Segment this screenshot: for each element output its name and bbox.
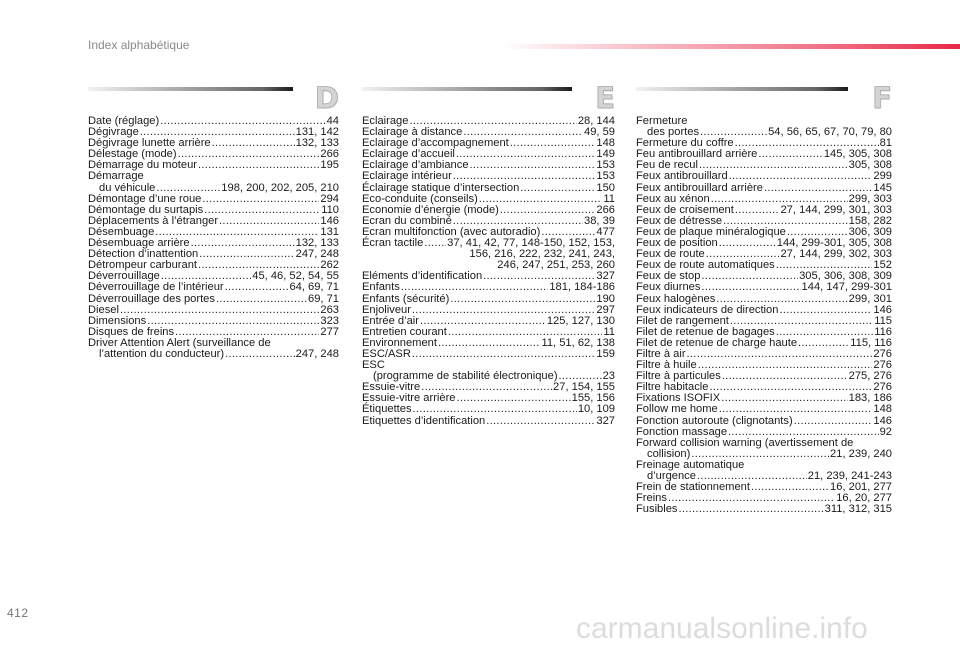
dot-leader bbox=[198, 160, 319, 171]
index-entry-label: Economie d’énergie (mode) bbox=[362, 203, 499, 216]
index-entry-label: Fusibles bbox=[636, 503, 678, 516]
index-entry-pages: 145 bbox=[873, 181, 892, 194]
index-entry-pages: 131, 142 bbox=[295, 126, 339, 139]
index-entry-pages: 16, 20, 277 bbox=[836, 492, 892, 505]
dot-leader bbox=[701, 282, 800, 293]
dot-leader bbox=[722, 371, 848, 382]
index-entry-pages: 116 bbox=[874, 325, 892, 338]
index-entry-label: Enjoliveur bbox=[362, 303, 411, 316]
section-header-f bbox=[636, 81, 892, 116]
index-entry bbox=[88, 183, 339, 194]
index-entry-label: Date (réglage) bbox=[88, 115, 160, 127]
index-entry-label: Déverrouillage de l’intérieur bbox=[88, 281, 224, 294]
dot-leader bbox=[764, 183, 872, 194]
index-entry-pages: 247, 248 bbox=[295, 248, 339, 261]
index-entry-pages: 16, 201, 277 bbox=[830, 481, 892, 494]
dot-leader bbox=[424, 238, 446, 249]
index-entry-label: Démarrage du moteur bbox=[88, 159, 197, 172]
index-entry-pages: 148 bbox=[596, 137, 615, 150]
index-entry bbox=[636, 404, 892, 415]
index-entry-pages: 155, 156 bbox=[571, 392, 615, 405]
dot-leader bbox=[156, 183, 220, 194]
dot-leader bbox=[709, 382, 872, 393]
index-entry-label: Eclairage bbox=[362, 115, 409, 127]
index-entry-label: Eclairage d’accueil bbox=[362, 148, 455, 161]
index-entries bbox=[88, 116, 339, 360]
index-entry-pages: 306, 309 bbox=[848, 225, 892, 238]
dot-leader bbox=[199, 249, 294, 260]
dot-leader bbox=[719, 238, 776, 249]
dot-leader bbox=[510, 138, 596, 149]
index-entry-pages: 156, 216, 222, 232, 241, 243, bbox=[469, 248, 615, 261]
index-entry-pages: 299, 301 bbox=[848, 292, 892, 305]
index-entry-pages: 158, 282 bbox=[848, 214, 892, 227]
index-entry-label: Désembuage bbox=[88, 225, 155, 238]
dot-leader bbox=[668, 493, 835, 504]
section-rule bbox=[636, 87, 848, 91]
index-entry-label: Filtre à air bbox=[636, 347, 686, 360]
index-entry-label: Feux de détresse bbox=[636, 214, 723, 227]
index-entry-label: Feux diurnes bbox=[636, 281, 701, 294]
index-entry-label: Filet de retenue de charge haute bbox=[636, 336, 798, 349]
index-entry-label: Forward collision warning (avertissement de bbox=[636, 436, 854, 449]
index-entry-pages: 276 bbox=[873, 381, 892, 394]
index-entry-pages: 299, 303 bbox=[848, 192, 892, 205]
index-entry-pages: 64, 69, 71 bbox=[289, 281, 339, 294]
index-entry-pages: 246, 247, 251, 253, 260 bbox=[497, 259, 615, 272]
index-entry-label: Disques de freins bbox=[88, 325, 175, 338]
index-entry-pages: 262 bbox=[320, 259, 339, 272]
index-entry-label: Filet de retenue de bagages bbox=[636, 325, 775, 338]
index-entry-label: du véhicule bbox=[99, 181, 156, 194]
index-entry-pages: 21, 239, 241-243 bbox=[807, 470, 892, 482]
index-entry-pages: 125, 127, 130 bbox=[546, 314, 615, 327]
index-entry-pages: 28, 144 bbox=[577, 115, 615, 127]
index-entry-pages: 327 bbox=[596, 414, 615, 427]
index-entry-pages: 144, 147, 299-301 bbox=[801, 281, 892, 294]
index-entry-label: Éclairage statique d’intersection bbox=[362, 181, 520, 194]
index-entry-label: Feux de stop bbox=[636, 270, 701, 283]
index-entry-label: Etiquettes d’identification bbox=[362, 414, 486, 427]
index-entry-pages: 131 bbox=[320, 225, 339, 238]
index-entry-pages: 181, 184-186 bbox=[549, 281, 615, 294]
index-entry-label: Démarrage bbox=[88, 170, 144, 183]
index-entry-pages: 81 bbox=[879, 137, 892, 150]
index-entry-label: Filtre habitacle bbox=[636, 381, 709, 394]
section-letter: F bbox=[872, 81, 892, 115]
dot-leader bbox=[401, 282, 549, 293]
dot-leader bbox=[450, 294, 595, 305]
index-entry-pages: 69, 71 bbox=[308, 292, 339, 305]
index-entry-pages: 37, 41, 42, 77, 148-150, 152, 153, bbox=[447, 237, 615, 250]
index-entry-pages: 190 bbox=[596, 292, 615, 305]
dot-leader bbox=[438, 338, 541, 349]
section-letter: D bbox=[314, 81, 339, 115]
index-entry-pages: 311, 312, 315 bbox=[824, 503, 892, 516]
index-entry-label: Freins bbox=[636, 492, 667, 505]
index-entry-label: Eclairage intérieur bbox=[362, 170, 452, 183]
index-entry-pages: 263 bbox=[320, 303, 339, 316]
dot-leader bbox=[729, 171, 873, 182]
index-entry-label: Écran tactile bbox=[362, 237, 424, 250]
dot-leader bbox=[204, 205, 320, 216]
index-entry-pages: 152 bbox=[873, 259, 892, 272]
dot-leader bbox=[520, 183, 595, 194]
index-entry-pages: 54, 56, 65, 67, 70, 79, 80 bbox=[768, 126, 892, 139]
dot-leader bbox=[798, 338, 849, 349]
index-entry-label: Feux antibrouillard bbox=[636, 170, 728, 183]
index-entry-label: Frein de stationnement bbox=[636, 481, 750, 494]
index-entry-pages: 132, 133 bbox=[295, 137, 339, 150]
index-entry-label: Feux de position bbox=[636, 237, 718, 250]
index-entry-pages: 148 bbox=[873, 403, 892, 416]
index-entry bbox=[362, 294, 615, 305]
index-entry-label: Diesel bbox=[88, 303, 119, 316]
index-entry-label: Enfants (sécurité) bbox=[362, 292, 450, 305]
index-entry-label: Délestage (mode) bbox=[88, 148, 177, 161]
index-entry bbox=[362, 416, 615, 427]
index-entry-label: collision) bbox=[647, 447, 691, 460]
index-entry-pages: 110 bbox=[321, 203, 339, 216]
dot-leader bbox=[735, 205, 780, 216]
index-entry-pages: 477 bbox=[596, 225, 615, 238]
dot-leader bbox=[216, 294, 307, 305]
index-entry-label: Feux de plaque minéralogique bbox=[636, 225, 786, 238]
index-entry-pages: 305, 306, 308, 309 bbox=[799, 270, 892, 283]
index-entry-label: Déverrouillage des portes bbox=[88, 292, 215, 305]
index-entry-label: ESC/ASR bbox=[362, 347, 411, 360]
page-header-title: Index alphabétique bbox=[88, 38, 190, 52]
index-entry-pages: 153 bbox=[596, 159, 615, 172]
index-entry-pages: 38, 39 bbox=[584, 214, 615, 227]
dot-leader bbox=[225, 349, 295, 360]
index-entry-pages: 297 bbox=[596, 303, 615, 316]
index-entry-pages: 115, 116 bbox=[850, 336, 892, 349]
index-entry-label: Essuie-vitre arrière bbox=[362, 392, 456, 405]
index-entry-label: Feux halogènes bbox=[636, 292, 716, 305]
index-entry-pages: 183, 186 bbox=[848, 392, 892, 405]
index-entry-label: Feux de route bbox=[636, 248, 705, 261]
dot-leader bbox=[500, 205, 596, 216]
section-header-e bbox=[362, 81, 615, 116]
dot-leader bbox=[470, 160, 596, 171]
index-entry-label: Filet de rangement bbox=[636, 314, 729, 327]
dot-leader bbox=[486, 416, 595, 427]
index-entry-label: Follow me home bbox=[636, 403, 718, 416]
index-entry bbox=[88, 349, 339, 360]
section-rule bbox=[88, 87, 293, 91]
index-column-d bbox=[88, 81, 339, 360]
index-entry-pages: 27, 144, 299, 302, 303 bbox=[780, 248, 892, 261]
watermark: carmanualsonline.info bbox=[576, 612, 868, 645]
index-entry-pages: 23 bbox=[602, 370, 615, 383]
index-entry-label: l’attention du conducteur) bbox=[99, 347, 225, 360]
index-entry-label: Entretien courant bbox=[362, 325, 447, 338]
index-entry-label: Étiquettes bbox=[362, 403, 412, 416]
dot-leader bbox=[698, 360, 873, 371]
index-column-f bbox=[636, 81, 892, 516]
index-entry-label: Feu antibrouillard arrière bbox=[636, 148, 758, 161]
index-entry-label: Fonction autoroute (clignotants) bbox=[636, 414, 793, 427]
index-entry-pages: 247, 248 bbox=[295, 347, 339, 360]
index-entry-pages: 323 bbox=[320, 314, 339, 327]
index-entry-label: Feux antibrouillard arrière bbox=[636, 181, 763, 194]
index-entry-label: Déplacements à l’étranger bbox=[88, 214, 219, 227]
index-entry bbox=[636, 504, 892, 515]
index-entry-label: Détrompeur carburant bbox=[88, 259, 197, 272]
index-entry-label: Fixations ISOFIX bbox=[636, 392, 721, 405]
index-entry bbox=[88, 294, 339, 305]
index-entry-label: d’urgence bbox=[647, 470, 696, 482]
index-entry-pages: 327 bbox=[596, 270, 615, 283]
dot-leader bbox=[413, 404, 577, 415]
section-header-d bbox=[88, 81, 339, 116]
dot-leader bbox=[191, 238, 295, 249]
header-accent-bar bbox=[500, 44, 960, 49]
section-rule bbox=[362, 87, 572, 91]
index-entry-pages: 149 bbox=[596, 148, 615, 161]
index-entry bbox=[362, 404, 615, 415]
index-entry-label: Feu de recul bbox=[636, 159, 698, 172]
dot-leader bbox=[219, 216, 319, 227]
index-entry-pages: 150 bbox=[596, 181, 615, 194]
dot-leader bbox=[779, 305, 872, 316]
index-entry-label: Eco-conduite (conseils) bbox=[362, 192, 478, 205]
dot-leader bbox=[212, 138, 295, 149]
index-entry-label: Déverrouillage bbox=[88, 270, 160, 283]
dot-leader bbox=[202, 194, 319, 205]
index-entry-pages: 276 bbox=[873, 359, 892, 372]
dot-leader bbox=[456, 149, 596, 160]
index-entry-label: Environnement bbox=[362, 336, 437, 349]
index-entry bbox=[636, 416, 892, 427]
index-entry-pages: 10, 109 bbox=[577, 403, 615, 416]
index-entry-pages: 27, 144, 299, 301, 303 bbox=[780, 203, 892, 216]
index-entry-pages: 144, 299-301, 305, 308 bbox=[776, 237, 892, 250]
index-entry-pages: 153 bbox=[596, 170, 615, 183]
index-entry bbox=[88, 282, 339, 293]
dot-leader bbox=[794, 416, 873, 427]
index-entry bbox=[362, 183, 615, 194]
index-entry bbox=[636, 294, 892, 305]
index-entry-label: Driver Attention Alert (surveillance de bbox=[88, 336, 271, 349]
index-entry-pages: 276 bbox=[873, 347, 892, 360]
dot-leader bbox=[758, 149, 822, 160]
index-entry bbox=[362, 171, 615, 182]
index-entry-label: Désembuage arrière bbox=[88, 237, 190, 250]
index-entry-label: Feux de croisement bbox=[636, 203, 734, 216]
index-entry-label: Entrée d’air bbox=[362, 314, 419, 327]
index-entry-label: Eclairage d’accompagnement bbox=[362, 137, 509, 150]
dot-leader bbox=[751, 482, 829, 493]
index-entry bbox=[362, 282, 615, 293]
index-entry-pages: 198, 200, 202, 205, 210 bbox=[221, 181, 339, 194]
page-number: 412 bbox=[7, 606, 29, 620]
dot-leader bbox=[721, 393, 847, 404]
dot-leader bbox=[456, 393, 570, 404]
index-entry-label: Dimensions bbox=[88, 314, 147, 327]
index-column-e bbox=[362, 81, 615, 427]
index-entry-pages: 27, 154, 155 bbox=[553, 381, 615, 394]
index-entry-pages: 146 bbox=[873, 303, 892, 316]
index-entry-label: Eclairage d’ambiance bbox=[362, 159, 469, 172]
index-entry-label: Filtre à particules bbox=[636, 370, 721, 383]
dot-leader bbox=[701, 271, 798, 282]
index-entry-pages: 45, 46, 52, 54, 55 bbox=[252, 270, 339, 283]
dot-leader bbox=[178, 149, 320, 160]
index-entry-pages: 11 bbox=[603, 325, 615, 338]
index-entry bbox=[88, 171, 339, 182]
index-entry-label: des portes bbox=[647, 126, 700, 139]
index-entry-pages: 146 bbox=[873, 414, 892, 427]
index-entry-pages: 277 bbox=[320, 325, 339, 338]
dot-leader bbox=[412, 349, 595, 360]
index-entry-label: Feux au xénon bbox=[636, 192, 710, 205]
dot-leader bbox=[453, 171, 596, 182]
index-entry-label: Dégivrage lunette arrière bbox=[88, 137, 211, 150]
index-entry-label: Filtre à huile bbox=[636, 359, 697, 372]
index-entry-pages: 294 bbox=[320, 192, 339, 205]
index-entry-pages: 49, 59 bbox=[584, 126, 615, 139]
index-entry-label: Freinage automatique bbox=[636, 458, 745, 471]
index-entry-pages: 159 bbox=[596, 347, 615, 360]
index-entry-label: Fermeture du coffre bbox=[636, 137, 734, 150]
index-entry-label: Détection d’inattention bbox=[88, 248, 199, 261]
index-entry bbox=[362, 349, 615, 360]
index-entry-label: Démontage d’une roue bbox=[88, 192, 202, 205]
index-entry-pages: 299 bbox=[873, 170, 892, 183]
index-entry bbox=[636, 282, 892, 293]
index-entry-label: Eléments d’identification bbox=[362, 270, 483, 283]
index-entry-pages: 195 bbox=[320, 159, 339, 172]
index-entry-label: Démontage du surtapis bbox=[88, 203, 204, 216]
index-entry-pages: 44 bbox=[326, 115, 339, 127]
section-letter: E bbox=[595, 81, 615, 115]
index-entries bbox=[636, 116, 892, 515]
index-entry-label: Enfants bbox=[362, 281, 400, 294]
index-entry-pages: 266 bbox=[320, 148, 339, 161]
index-entry-label: Fermeture bbox=[636, 115, 688, 127]
index-entry-label: Feux indicateurs de direction bbox=[636, 303, 779, 316]
index-entry-pages: 11 bbox=[603, 192, 615, 205]
index-entry bbox=[636, 183, 892, 194]
dot-leader bbox=[719, 404, 873, 415]
index-entry-label: (programme de stabilité électronique) bbox=[373, 370, 558, 383]
index-entry-pages: 115 bbox=[874, 314, 892, 327]
dot-leader bbox=[678, 504, 823, 515]
index-entry-label: Eclairage à distance bbox=[362, 126, 463, 139]
index-entry-pages: 275, 276 bbox=[848, 370, 892, 383]
dot-leader bbox=[687, 349, 873, 360]
index-entry-pages: 11, 51, 62, 138 bbox=[541, 336, 615, 349]
dot-leader bbox=[716, 294, 847, 305]
index-entry-label: Essuie-vitre bbox=[362, 381, 421, 394]
index-entry bbox=[636, 171, 892, 182]
index-entry-pages: 21, 239, 240 bbox=[830, 447, 892, 460]
index-entry-label: Feux de route automatiques bbox=[636, 259, 775, 272]
index-entry-pages: 132, 133 bbox=[295, 237, 339, 250]
index-entry-label: ESC bbox=[362, 359, 385, 372]
index-entry-pages: 146 bbox=[320, 214, 339, 227]
index-entry-pages: 145, 305, 308 bbox=[823, 148, 892, 161]
index-entry-label: Fonction massage bbox=[636, 425, 728, 438]
index-entry-label: Dégivrage bbox=[88, 126, 139, 139]
index-entry-pages: 266 bbox=[596, 203, 615, 216]
dot-leader bbox=[225, 282, 289, 293]
dot-leader bbox=[120, 305, 319, 316]
index-entry-pages: 305, 308 bbox=[848, 159, 892, 172]
index-entry-label: Ecran du combiné bbox=[362, 214, 452, 227]
index-entries bbox=[362, 116, 615, 427]
index-entry-pages: 92 bbox=[879, 425, 892, 438]
index-entry-label: Ecran multifonction (avec autoradio) bbox=[362, 225, 541, 238]
